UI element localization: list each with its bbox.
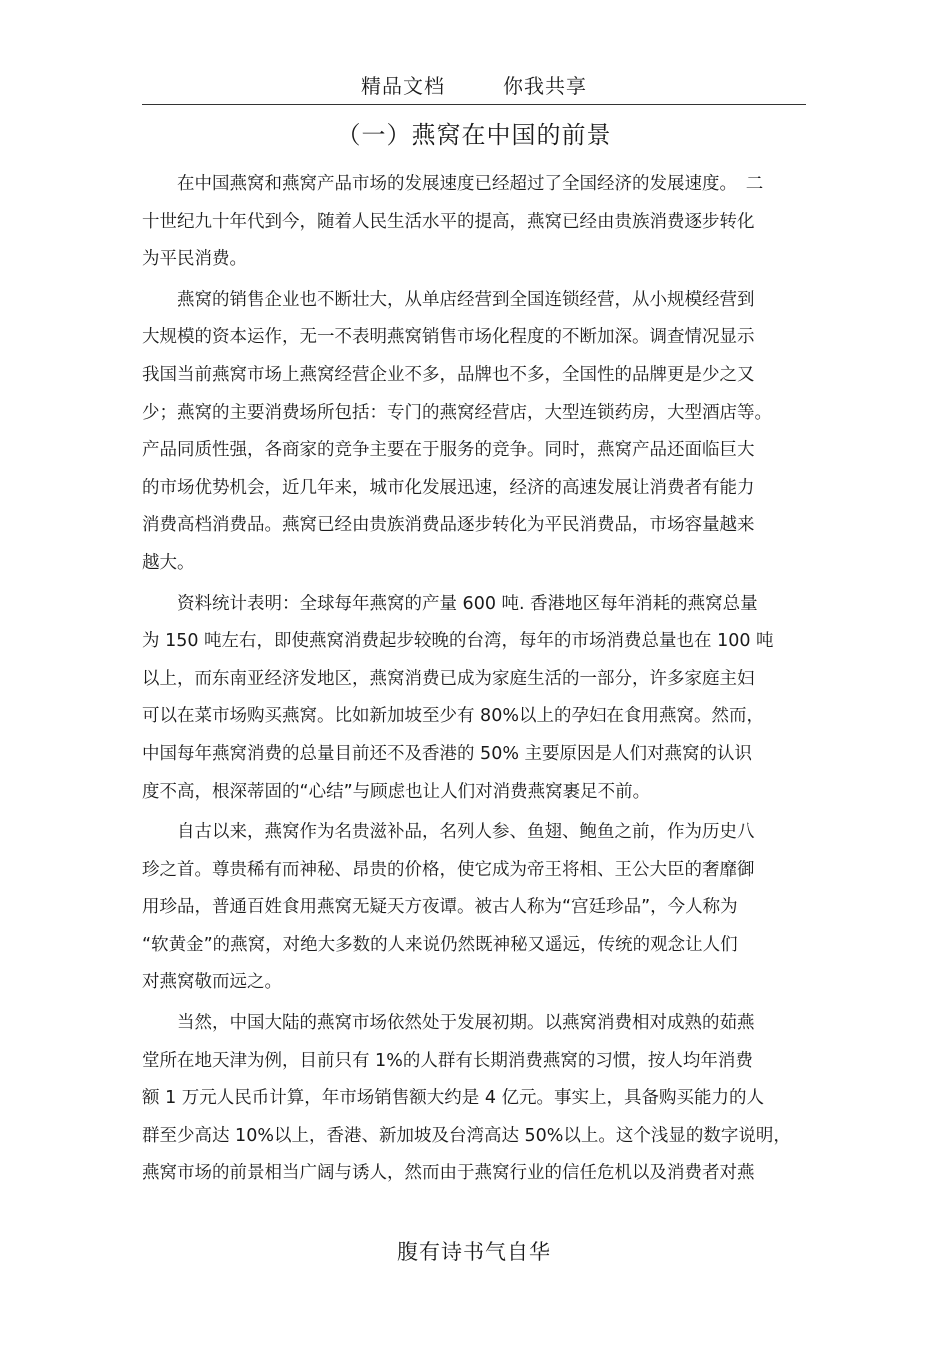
text-line: 十世纪九十年代到今，随着人民生活水平的提高，燕窝已经由贵族消费逐步转化 xyxy=(142,211,755,232)
paragraph xyxy=(142,282,806,583)
text-line: 群至少高达 10%以上，香港、新加坡及台湾高达 50%以上。这个浅显的数字说明， xyxy=(142,1125,791,1146)
page-header xyxy=(142,68,806,104)
paragraph xyxy=(142,1005,806,1193)
text-line: 当然，中国大陆的燕窝市场依然处于发展初期。以燕窝消费相对成熟的茹燕 xyxy=(142,1013,755,1034)
text-line: 资料统计表明：全球每年燕窝的产量 600 吨. 香港地区每年消耗的燕窝总量 xyxy=(142,593,758,614)
text-line: 我国当前燕窝市场上燕窝经营企业不多，品牌也不多，全国性的品牌更是少之又 xyxy=(142,364,755,385)
text-line: 度不高，根深蒂固的“心结”与顾虑也让人们对消费燕窝裹足不前。 xyxy=(142,781,651,802)
header-right-text: 你我共享 xyxy=(503,74,587,98)
paragraph xyxy=(142,814,806,1002)
text-line: 可以在菜市场购买燕窝。比如新加坡至少有 80%以上的孕妇在食用燕窝。然而， xyxy=(142,706,764,727)
header-rule xyxy=(142,104,806,105)
text-line: 为平民消费。 xyxy=(142,249,247,270)
paragraph xyxy=(142,166,806,279)
text-line: 堂所在地天津为例，目前只有 1%的人群有长期消费燕窝的习惯，按人均年消费 xyxy=(142,1050,753,1071)
text-line: 少；燕窝的主要消费场所包括：专门的燕窝经营店，大型连锁药房，大型酒店等。 xyxy=(142,402,772,423)
text-line: 产品同质性强，各商家的竞争主要在于服务的竞争。同时，燕窝产品还面临巨大 xyxy=(142,440,755,461)
document-body xyxy=(142,166,806,1196)
document-title: （一）燕窝在中国的前景 xyxy=(336,121,612,149)
text-line: 中国每年燕窝消费的总量目前还不及香港的 50% 主要原因是人们对燕窝的认识 xyxy=(142,743,753,764)
text-line: 消费高档消费品。燕窝已经由贵族消费品逐步转化为平民消费品，市场容量越来 xyxy=(142,515,755,536)
header-left-text: 精品文档 xyxy=(361,74,445,98)
text-line: 燕窝的销售企业也不断壮大，从单店经营到全国连锁经营，从小规模经营到 xyxy=(142,289,755,310)
page-footer: 腹有诗书气自华 xyxy=(397,1240,551,1264)
text-line: 燕窝市场的前景相当广阔与诱人，然而由于燕窝行业的信任危机以及消费者对燕 xyxy=(142,1163,755,1184)
text-line: “软黄金”的燕窝，对绝大多数的人来说仍然既神秘又遥远，传统的观念让人们 xyxy=(142,934,738,955)
text-line: 用珍品，普通百姓食用燕窝无疑天方夜谭。被古人称为“宫廷珍品”，今人称为 xyxy=(142,897,738,918)
text-line: 对燕窝敬而远之。 xyxy=(142,972,282,993)
text-line: 在中国燕窝和燕窝产品市场的发展速度已经超过了全国经济的发展速度。 二 xyxy=(142,174,764,194)
text-line: 自古以来，燕窝作为名贵滋补品，名列人参、鱼翅、鲍鱼之前，作为历史八 xyxy=(142,822,755,843)
text-line: 以上，而东南亚经济发地区，燕窝消费已成为家庭生活的一部分，许多家庭主妇 xyxy=(142,668,755,689)
text-line: 的市场优势机会，近几年来，城市化发展迅速，经济的高速发展让消费者有能力 xyxy=(142,477,755,498)
text-line: 额 1 万元人民币计算，年市场销售额大约是 4 亿元。事实上，具备购买能力的人 xyxy=(142,1088,765,1109)
text-line: 大规模的资本运作，无一不表明燕窝销售市场化程度的不断加深。调查情况显示 xyxy=(142,327,755,348)
text-line: 珍之首。尊贵稀有而神秘、昂贵的价格，使它成为帝王将相、王公大臣的奢靡御 xyxy=(142,859,755,880)
text-line: 越大。 xyxy=(142,552,195,573)
paragraph xyxy=(142,586,806,812)
text-line: 为 150 吨左右，即使燕窝消费起步较晚的台湾，每年的市场消费总量也在 100 吨 xyxy=(142,631,774,652)
